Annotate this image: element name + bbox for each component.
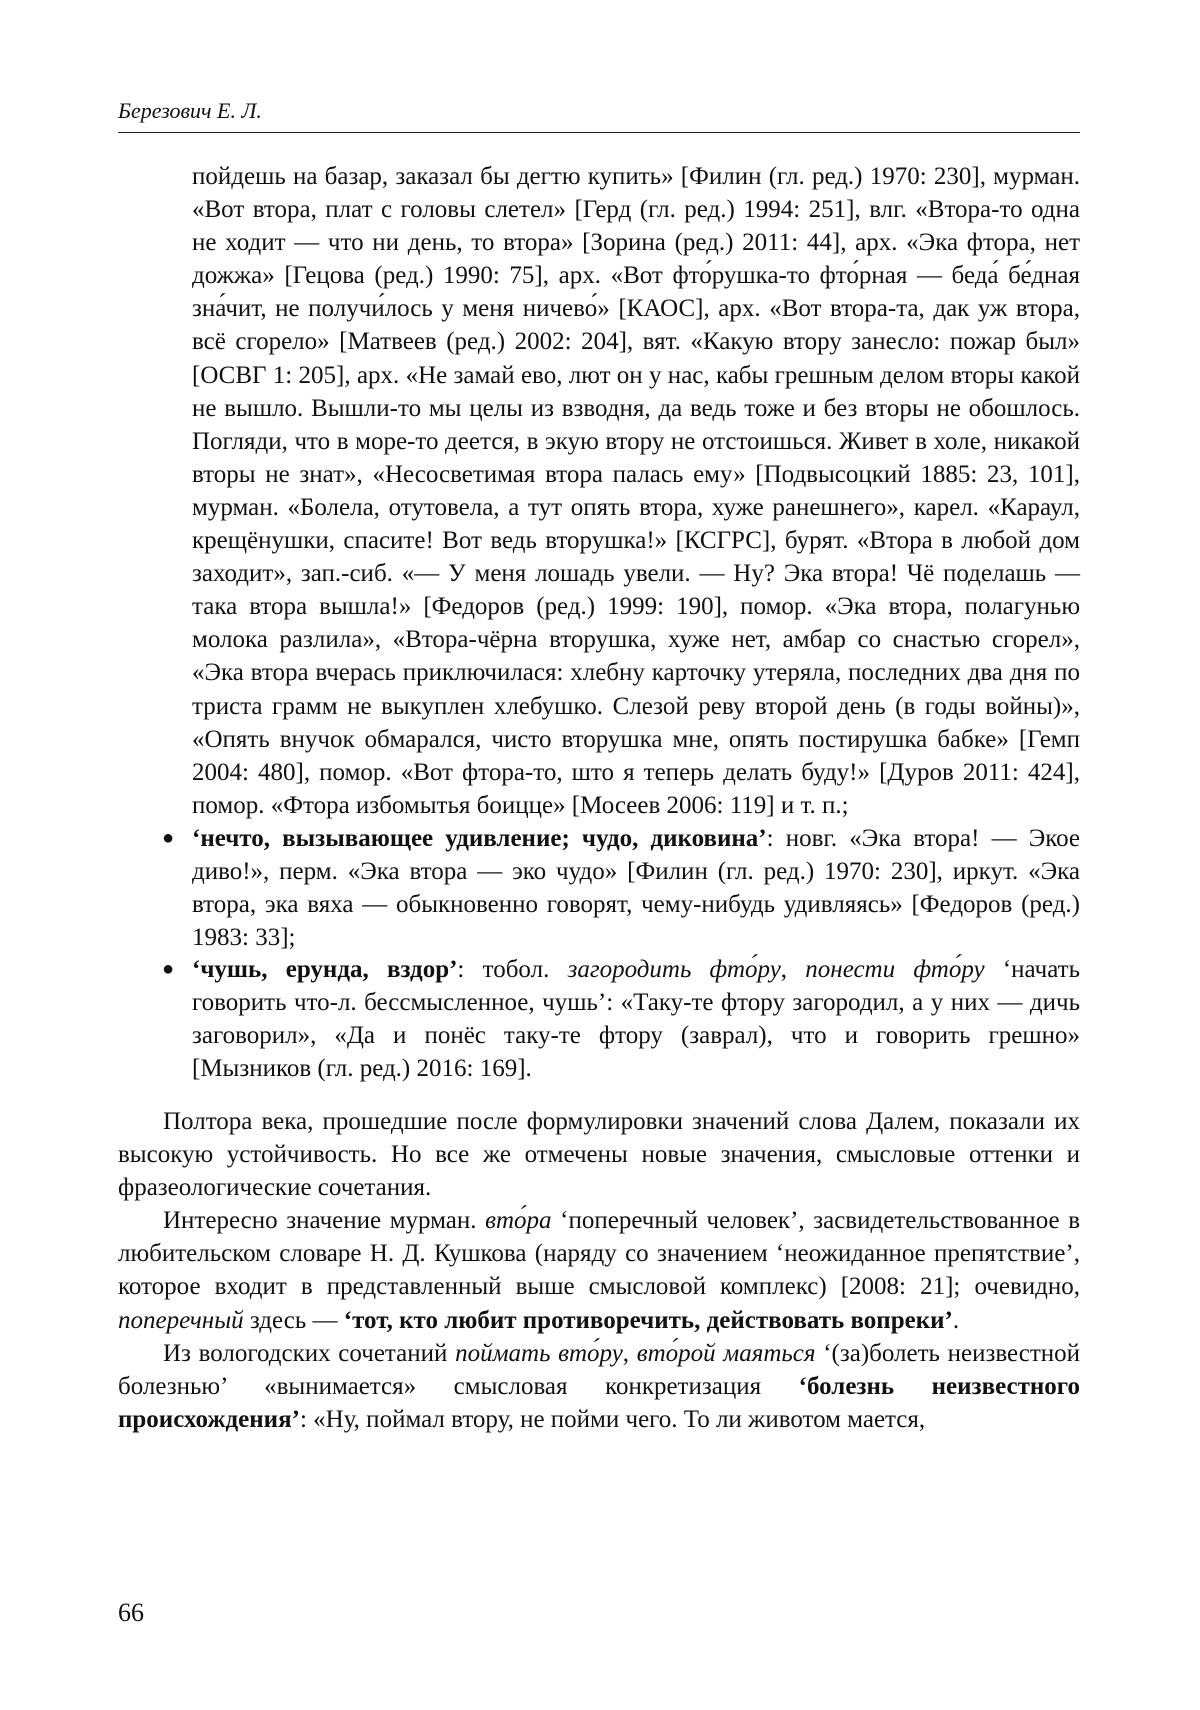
term-italic: вто́рой маяться: [636, 1339, 816, 1367]
meaning-bold: ‘болезнь неизвестного происхождения’: [118, 1372, 1081, 1433]
continuation-text: пойдешь на базар, заказал бы дегтю купить» [Филин (гл. ред.) 1970: 230], мурман. «Вот втора, плат с головы слетел» [Герд (гл. ред.) 1994: 251], влг. «Втора-то одна не ходит — что ни день, то втора» [Зорина (ред.) 2011: 44], арх. «Эка фтора, нет дожжа» [Гецова (ред.) 1990: 75], арх. «Вот фто́рушка-то фто́рная — беда́ бе́дная зна́чит, не получи́лось у меня ничево́» [КАОС], арх. «Вот втора-та, дак уж втора, всё сгорело» [Матвеев (ред.) 2002: 204], вят. «Какую втору занесло: пожар был» [ОСВГ 1: 205], арх. «Не замай ево, лют он у нас, кабы грешным делом вторы какой не вышло. Вышли-то мы целы из взводня, да ведь тоже и без вторы не обошлось. Погляди, что в море-то деется, в экую втору не отстоишься. Живет в холе, никакой вторы не знат», «Несосветимая втора палась ему» [Подвысоцкий 1885: 23, 101], мурман. «Болела, отутовела, а тут опять втора, хуже ранешнего», карел. «Караул, крещёнушки, спасите! Вот ведь вторушка!» [КСГРС], бурят. «Втора в любой дом заходит», зап.-сиб. «— У меня лошадь увели. — Ну? Эка втора! Чё поделашь — така втора вышла!» [Федоров (ред.) 1999: 190], помор. «Эка втора, полагунью молока разлила», «Втора-чёрна вторушка, хуже нет, амбар со снастью сгорел», «Эка втора вчерась приключилася: хлебну карточку утеряла, последних два дня по триста грамм не выкуплен хлебушко. Слезой реву второй день (в годы войны)», «Опять внучок обмарался, чисто вторушка мне, опять постирушка бабке» [Гемп 2004: 480], помор. «Вот фтора-то, што я теперь делать буду!» [Дуров 2011: 424], помор. «Фтора избомытья боицце» [Мосеев 2006: 119] и т. п.;: [192, 163, 1080, 819]
bullet-text: ,: [780, 956, 806, 983]
bullet-marker: ●: [162, 827, 175, 849]
continuation-paragraph: [192, 160, 1080, 822]
bullet-text: : тобол.: [457, 956, 568, 983]
paragraph-text: Из вологодских сочетаний: [163, 1339, 456, 1367]
bullet-meaning: ‘чушь, ерунда, вздор’: [192, 956, 458, 983]
bullet-meaning: ‘нечто, вызывающее удивление; чудо, диковина’: [192, 825, 767, 852]
running-header: [118, 96, 1080, 133]
paragraph-text: : «Ну, поймал втору, не пойми чего. То ли животом мается,: [299, 1405, 926, 1433]
paragraph-text: Интересно значение мурман.: [163, 1207, 486, 1235]
paragraph-text: ‘поперечный человек’, засвидетельствованное в любительском словаре Н. Д. Кушкова (наряду со значением ‘неожиданное препятствие’, которое входит в представленный выше смысловой комплекс) [2008: 21]; очевидно,: [118, 1207, 1080, 1301]
paragraph-text: здесь —: [243, 1306, 344, 1334]
bullet-text: ‘начать говорить что-л. бессмысленное, чушь’: «Таку-те фтору загородил, а у них — дичь заговорил», «Да и понёс таку-те фтору (заврал), что и говорить грешно» [Мызников (гл. ред.) 2016: 169].: [192, 956, 1080, 1083]
bullet-item: [162, 822, 1080, 954]
phrase-italic: понести фто́ру: [805, 956, 985, 983]
paragraph-text: .: [952, 1306, 960, 1334]
bullet-marker: ●: [162, 958, 175, 980]
bullet-text: : новг. «Эка втора! — Экое диво!», перм. «Эка втора — эко чудо» [Филин (гл. ред.) 1970: 230], иркут. «Эка втора, эка вяха — обыкновенно говорят, чему-нибудь удивляясь» [Федоров (ред.) 1983: 33];: [192, 825, 1080, 952]
term-italic: поймать вто́ру: [455, 1339, 623, 1367]
paragraph: [118, 1204, 1080, 1336]
author-name: Березович Е. Л.: [118, 98, 262, 123]
paragraph-text: ,: [622, 1339, 637, 1367]
term-italic: поперечный: [118, 1306, 244, 1334]
body-text: [118, 1105, 1080, 1436]
paragraph: [118, 1105, 1080, 1204]
paragraph: [118, 1337, 1080, 1436]
paragraph-text: Полтора века, прошедшие после формулировки значений слова Далем, показали их высокую устойчивость. Но все же отмечены новые значения, смысловые оттенки и фразеологические сочетания.: [118, 1108, 1080, 1202]
page-number: 66: [118, 1598, 144, 1627]
bullet-item: [162, 953, 1080, 1085]
phrase-italic: загородить фто́ру: [567, 956, 781, 983]
term-italic: вто́ра: [485, 1207, 552, 1235]
meaning-bold: ‘тот, кто любит противоречить, действовать вопреки’: [343, 1306, 953, 1334]
paragraph-text: ‘(за)болеть неизвестной болезнью’ «вынимается» смысловая конкретизация: [118, 1339, 1080, 1400]
